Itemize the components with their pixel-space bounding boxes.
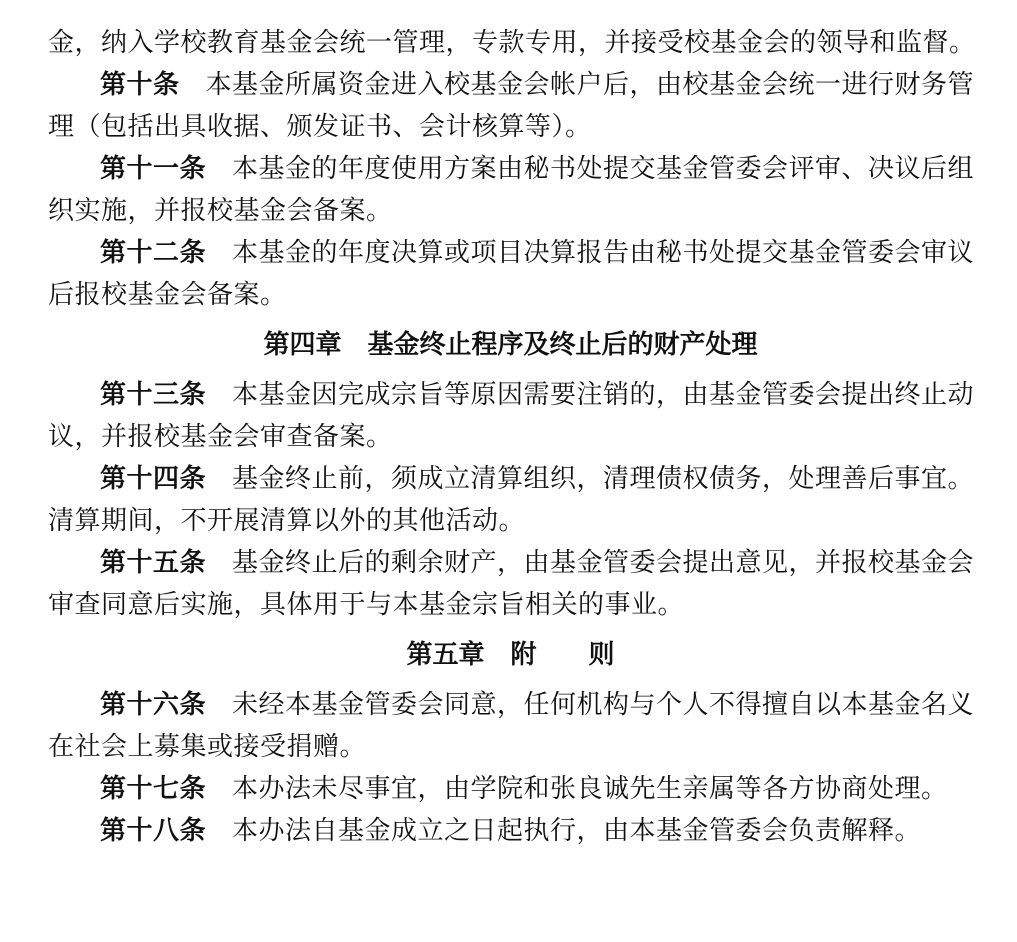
article-text: 后报校基金会备案。 xyxy=(48,280,287,310)
article-11 xyxy=(48,148,973,190)
article-label: 第十二条 xyxy=(100,238,207,268)
article-label: 第十一条 xyxy=(100,154,207,184)
article-text: 本基金因完成宗旨等原因需要注销的，由基金管委会提出终止动 xyxy=(232,380,975,410)
article-15-cont xyxy=(48,584,973,626)
article-text: 理（包括出具收据、颁发证书、会计核算等）。 xyxy=(48,112,592,142)
article-text: 在社会上募集或接受捐赠。 xyxy=(48,732,367,762)
article-13 xyxy=(48,374,973,416)
chapter-title: 基金终止程序及终止后的财产处理 xyxy=(367,330,758,360)
chapter-number: 第四章 xyxy=(263,330,342,360)
article-label: 第十条 xyxy=(100,70,180,100)
article-label: 第十八条 xyxy=(100,816,207,846)
document-page xyxy=(48,22,976,852)
continuation-line xyxy=(48,22,976,64)
article-label: 第十四条 xyxy=(100,464,207,494)
article-text: 本办法自基金成立之日起执行，由本基金管委会负责解释。 xyxy=(232,816,922,846)
article-10 xyxy=(48,64,973,106)
text: 金，纳入学校教育基金会统一管理，专款专用，并接受校基金会的领导和监督。 xyxy=(48,28,976,58)
article-12-cont xyxy=(48,274,973,316)
article-12 xyxy=(48,232,973,274)
article-17 xyxy=(48,768,973,810)
chapter-4-heading xyxy=(48,324,973,366)
article-label: 第十五条 xyxy=(100,548,207,578)
chapter-number: 第五章 xyxy=(406,640,485,670)
chapter-5-heading xyxy=(48,634,973,676)
article-text: 织实施，并报校基金会备案。 xyxy=(48,196,393,226)
article-text: 本基金的年度决算或项目决算报告由秘书处提交基金管委会审议 xyxy=(232,238,975,268)
article-text: 清算期间，不开展清算以外的其他活动。 xyxy=(48,506,526,536)
article-16-cont xyxy=(48,726,973,768)
article-text: 基金终止前，须成立清算组织，清理债权债务，处理善后事宜。 xyxy=(232,464,975,494)
article-text: 本基金所属资金进入校基金会帐户后，由校基金会统一进行财务管 xyxy=(205,70,975,100)
article-18 xyxy=(48,810,973,852)
article-label: 第十三条 xyxy=(100,380,207,410)
article-14 xyxy=(48,458,973,500)
article-label: 第十七条 xyxy=(100,774,207,804)
article-14-cont xyxy=(48,500,973,542)
chapter-title-part: 附 xyxy=(510,640,537,670)
article-text: 审查同意后实施，具体用于与本基金宗旨相关的事业。 xyxy=(48,590,685,620)
article-text: 基金终止后的剩余财产，由基金管委会提出意见，并报校基金会 xyxy=(232,548,975,578)
article-15 xyxy=(48,542,973,584)
chapter-title-part: 则 xyxy=(588,640,615,670)
article-13-cont xyxy=(48,416,973,458)
article-11-cont xyxy=(48,190,973,232)
article-text: 本基金的年度使用方案由秘书处提交基金管委会评审、决议后组 xyxy=(232,154,975,184)
article-text: 议，并报校基金会审查备案。 xyxy=(48,422,393,452)
article-text: 未经本基金管委会同意，任何机构与个人不得擅自以本基金名义 xyxy=(232,690,975,720)
article-10-cont xyxy=(48,106,973,148)
article-label: 第十六条 xyxy=(100,690,207,720)
article-16 xyxy=(48,684,973,726)
article-text: 本办法未尽事宜，由学院和张良诚先生亲属等各方协商处理。 xyxy=(232,774,948,804)
